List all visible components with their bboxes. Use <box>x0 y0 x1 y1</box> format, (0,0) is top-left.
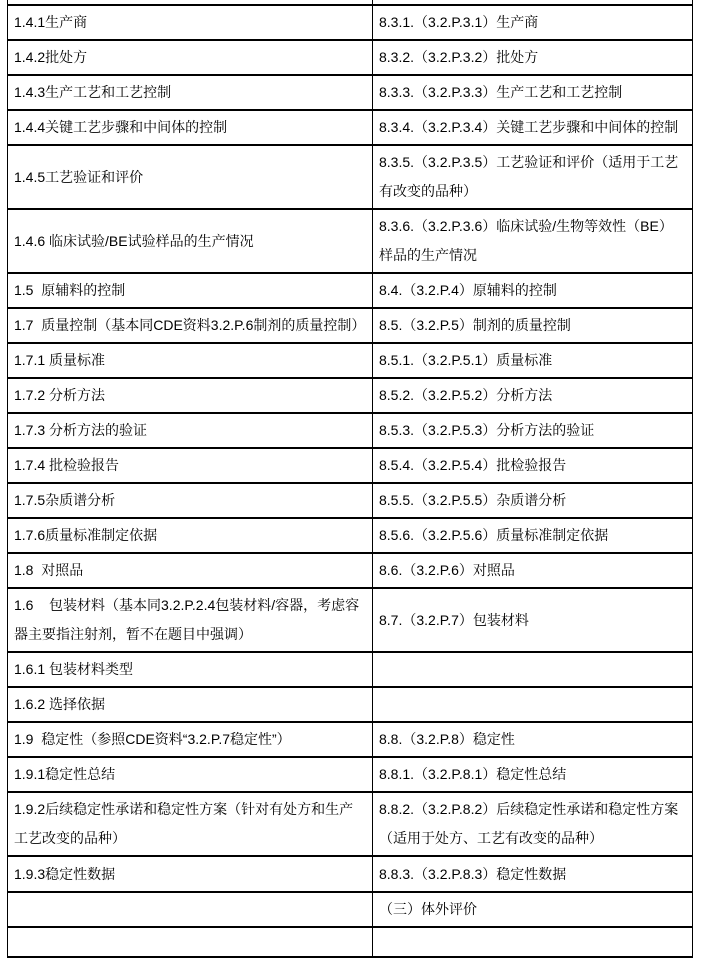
table-row <box>8 209 693 273</box>
right-cell: 8.3.5.（3.2.P.3.5）工艺验证和评价（适用于工艺有改变的品种） <box>373 145 693 209</box>
right-cell: 8.3.2.（3.2.P.3.2）批处方 <box>373 40 693 75</box>
table-row <box>8 308 693 343</box>
right-cell: 8.5.2.（3.2.P.5.2）分析方法 <box>373 378 693 413</box>
left-cell: 1.6.1 包装材料类型 <box>8 652 373 687</box>
right-cell: 8.3.4.（3.2.P.3.4）关键工艺步骤和中间体的控制 <box>373 110 693 145</box>
table-row <box>8 687 693 722</box>
left-cell: 1.4.6 临床试验/BE试验样品的生产情况 <box>8 209 373 273</box>
right-cell: 8.5.5.（3.2.P.5.5）杂质谱分析 <box>373 483 693 518</box>
right-cell: 8.3.1.（3.2.P.3.1）生产商 <box>373 5 693 40</box>
table-row <box>8 553 693 588</box>
left-cell: 1.7.5杂质谱分析 <box>8 483 373 518</box>
right-cell: 8.4.（3.2.P.4）原辅料的控制 <box>373 273 693 308</box>
left-cell: 1.7.2 分析方法 <box>8 378 373 413</box>
right-cell <box>373 687 693 722</box>
table-row <box>8 856 693 892</box>
document-table <box>7 0 693 958</box>
left-cell: 1.4.4关键工艺步骤和中间体的控制 <box>8 110 373 145</box>
right-cell: 8.6.（3.2.P.6）对照品 <box>373 553 693 588</box>
table-row <box>8 892 693 927</box>
left-cell: 1.4.1生产商 <box>8 5 373 40</box>
table-row <box>8 40 693 75</box>
right-cell <box>373 927 693 957</box>
table-row <box>8 757 693 792</box>
table-row <box>8 722 693 757</box>
table-row <box>8 448 693 483</box>
table-row <box>8 5 693 40</box>
table-row <box>8 378 693 413</box>
right-cell: （三）体外评价 <box>373 892 693 927</box>
left-cell: 1.7.4 批检验报告 <box>8 448 373 483</box>
left-cell: 1.7 质量控制（基本同CDE资料3.2.P.6制剂的质量控制） <box>8 308 373 343</box>
right-cell: 8.7.（3.2.P.7）包装材料 <box>373 588 693 652</box>
table-row <box>8 110 693 145</box>
left-cell: 1.9 稳定性（参照CDE资料“3.2.P.7稳定性”） <box>8 722 373 757</box>
table-row <box>8 792 693 856</box>
right-cell: 8.3.6.（3.2.P.3.6）临床试验/生物等效性（BE）样品的生产情况 <box>373 209 693 273</box>
left-cell: 1.9.1稳定性总结 <box>8 757 373 792</box>
table-row <box>8 75 693 110</box>
right-cell: 8.5.（3.2.P.5）制剂的质量控制 <box>373 308 693 343</box>
right-cell: 8.5.1.（3.2.P.5.1）质量标准 <box>373 343 693 378</box>
right-cell: 8.8.1.（3.2.P.8.1）稳定性总结 <box>373 757 693 792</box>
left-cell: 1.5 原辅料的控制 <box>8 273 373 308</box>
left-cell: 1.7.1 质量标准 <box>8 343 373 378</box>
left-cell: 1.8 对照品 <box>8 553 373 588</box>
right-cell: 8.5.3.（3.2.P.5.3）分析方法的验证 <box>373 413 693 448</box>
right-cell: 8.8.2.（3.2.P.8.2）后续稳定性承诺和稳定性方案 （适用于处方、工艺有改变的品种） <box>373 792 693 856</box>
table-row <box>8 483 693 518</box>
left-cell: 1.4.5工艺验证和评价 <box>8 145 373 209</box>
table-row <box>8 273 693 308</box>
left-cell: 1.7.3 分析方法的验证 <box>8 413 373 448</box>
table-row <box>8 588 693 652</box>
table-row <box>8 413 693 448</box>
right-cell: 8.3.3.（3.2.P.3.3）生产工艺和工艺控制 <box>373 75 693 110</box>
left-cell: 1.6 包装材料（基本同3.2.P.2.4包装材料/容器，考虑容器主要指注射剂，暂不在题目中强调） <box>8 588 373 652</box>
left-cell: 1.6.2 选择依据 <box>8 687 373 722</box>
right-cell: 8.5.6.（3.2.P.5.6）质量标准制定依据 <box>373 518 693 553</box>
left-cell: 1.7.6质量标准制定依据 <box>8 518 373 553</box>
clipped-row-bottom <box>8 927 693 957</box>
table-row <box>8 652 693 687</box>
table-row <box>8 518 693 553</box>
left-cell: 1.9.3稳定性数据 <box>8 856 373 892</box>
table-row <box>8 343 693 378</box>
right-cell: 8.8.（3.2.P.8）稳定性 <box>373 722 693 757</box>
left-cell <box>8 892 373 927</box>
left-cell: 1.9.2后续稳定性承诺和稳定性方案（针对有处方和生产工艺改变的品种） <box>8 792 373 856</box>
left-cell <box>8 927 373 957</box>
right-cell <box>373 652 693 687</box>
right-cell: 8.8.3.（3.2.P.8.3）稳定性数据 <box>373 856 693 892</box>
left-cell: 1.4.3生产工艺和工艺控制 <box>8 75 373 110</box>
right-cell: 8.5.4.（3.2.P.5.4）批检验报告 <box>373 448 693 483</box>
left-cell: 1.4.2批处方 <box>8 40 373 75</box>
table-row <box>8 145 693 209</box>
